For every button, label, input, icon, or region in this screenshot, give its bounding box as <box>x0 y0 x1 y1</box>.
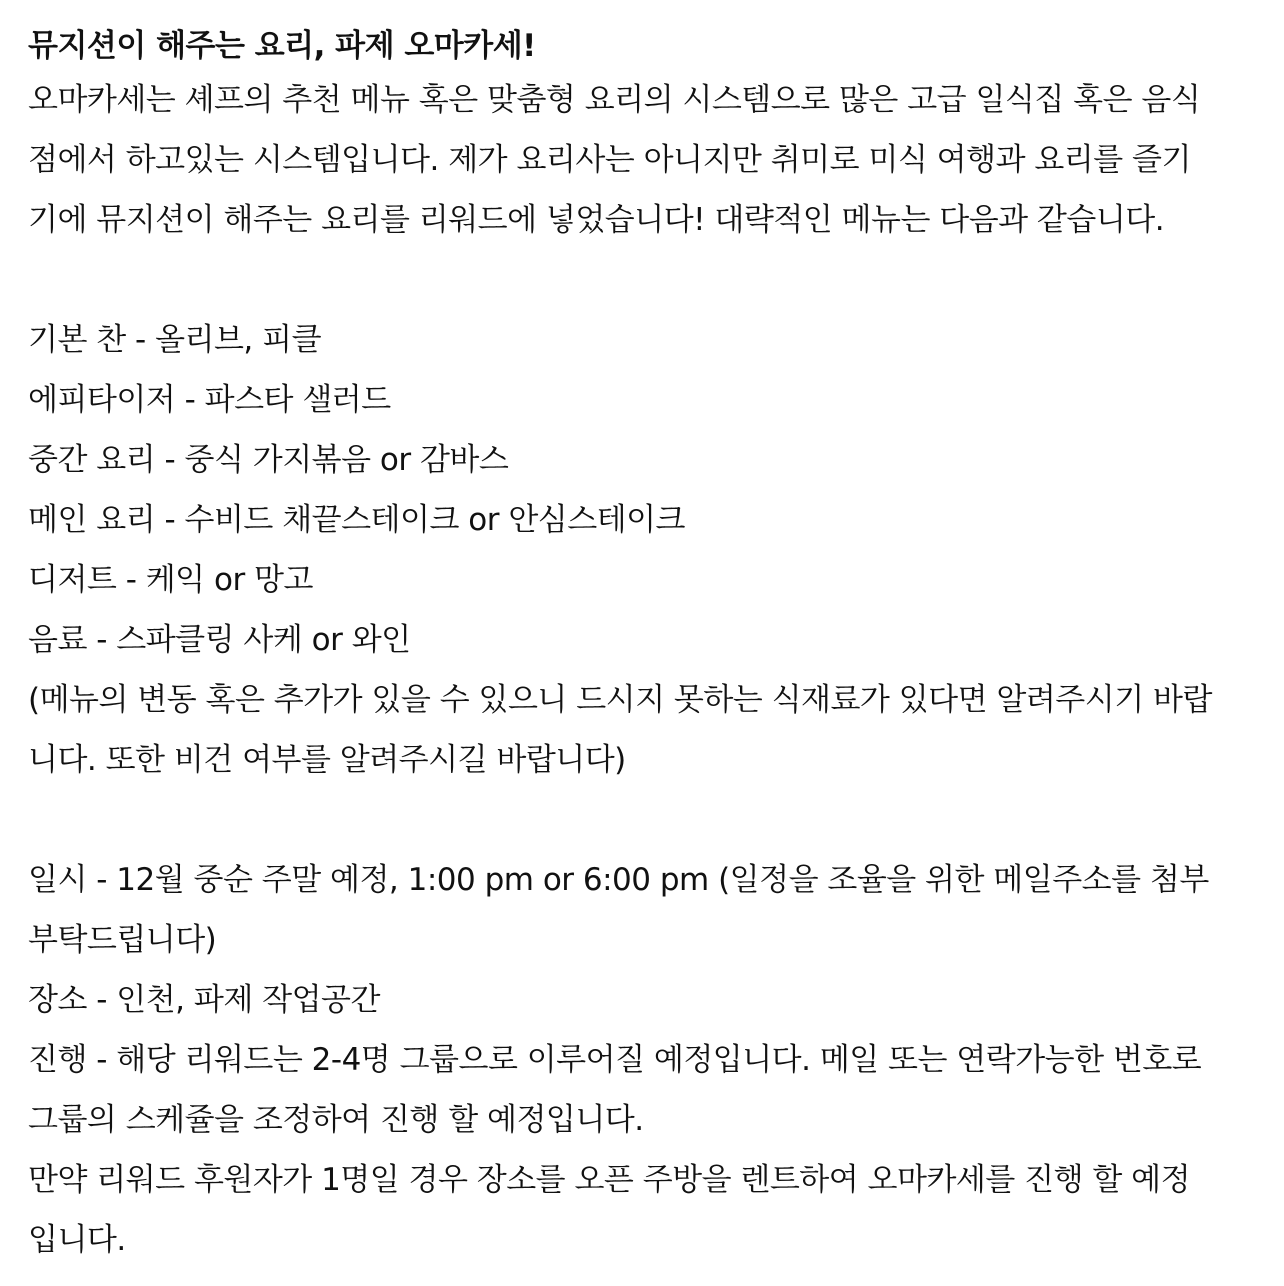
menu-note-line: (메뉴의 변동 혹은 추가가 있을 수 있으니 드시지 못하는 식재료가 있다면 알려주시기 바랍 <box>28 682 1212 718</box>
menu-item-main-course: 메인 요리 - 수비드 채끝스테이크 or 안심스테이크 <box>28 502 685 538</box>
detail-date-continued: 부탁드립니다) <box>28 922 217 958</box>
menu-item-dessert: 디저트 - 케익 or 망고 <box>28 562 313 598</box>
menu-item-drink: 음료 - 스파클링 사케 or 와인 <box>28 622 411 658</box>
detail-progress-continued: 그룹의 스케쥴을 조정하여 진행 할 예정입니다. <box>28 1102 644 1138</box>
detail-single-backer-note: 만약 리워드 후원자가 1명일 경우 장소를 오픈 주방을 렌트하여 오마카세를 진행 할 예정 <box>28 1162 1191 1198</box>
menu-item-appetizer: 에피타이저 - 파스타 샐러드 <box>28 382 391 418</box>
menu-item-side-dishes: 기본 찬 - 올리브, 피클 <box>28 322 322 358</box>
detail-progress: 진행 - 해당 리워드는 2-4명 그룹으로 이루어질 예정입니다. 메일 또는 연락가능한 번호로 <box>28 1042 1202 1078</box>
page-title: 뮤지션이 해주는 요리, 파제 오마카세! <box>28 28 536 64</box>
intro-line: 오마카세는 셰프의 추천 메뉴 혹은 맞춤형 요리의 시스템으로 많은 고급 일식집 혹은 음식 <box>28 82 1201 118</box>
intro-line: 점에서 하고있는 시스템입니다. 제가 요리사는 아니지만 취미로 미식 여행과 요리를 즐기 <box>28 142 1191 178</box>
menu-note-line: 니다. 또한 비건 여부를 알려주시길 바랍니다) <box>28 742 626 778</box>
detail-date: 일시 - 12월 중순 주말 예정, 1:00 pm or 6:00 pm (일정을 조율을 위한 메일주소를 첨부 <box>28 862 1209 898</box>
intro-line: 기에 뮤지션이 해주는 요리를 리워드에 넣었습니다! 대략적인 메뉴는 다음과 같습니다. <box>28 202 1165 238</box>
menu-item-middle-course: 중간 요리 - 중식 가지볶음 or 감바스 <box>28 442 509 478</box>
detail-single-backer-note-continued: 입니다. <box>28 1222 126 1258</box>
paragraph-spacer <box>28 790 1258 850</box>
detail-location: 장소 - 인천, 파제 작업공간 <box>28 982 380 1018</box>
paragraph-spacer <box>28 250 1258 310</box>
